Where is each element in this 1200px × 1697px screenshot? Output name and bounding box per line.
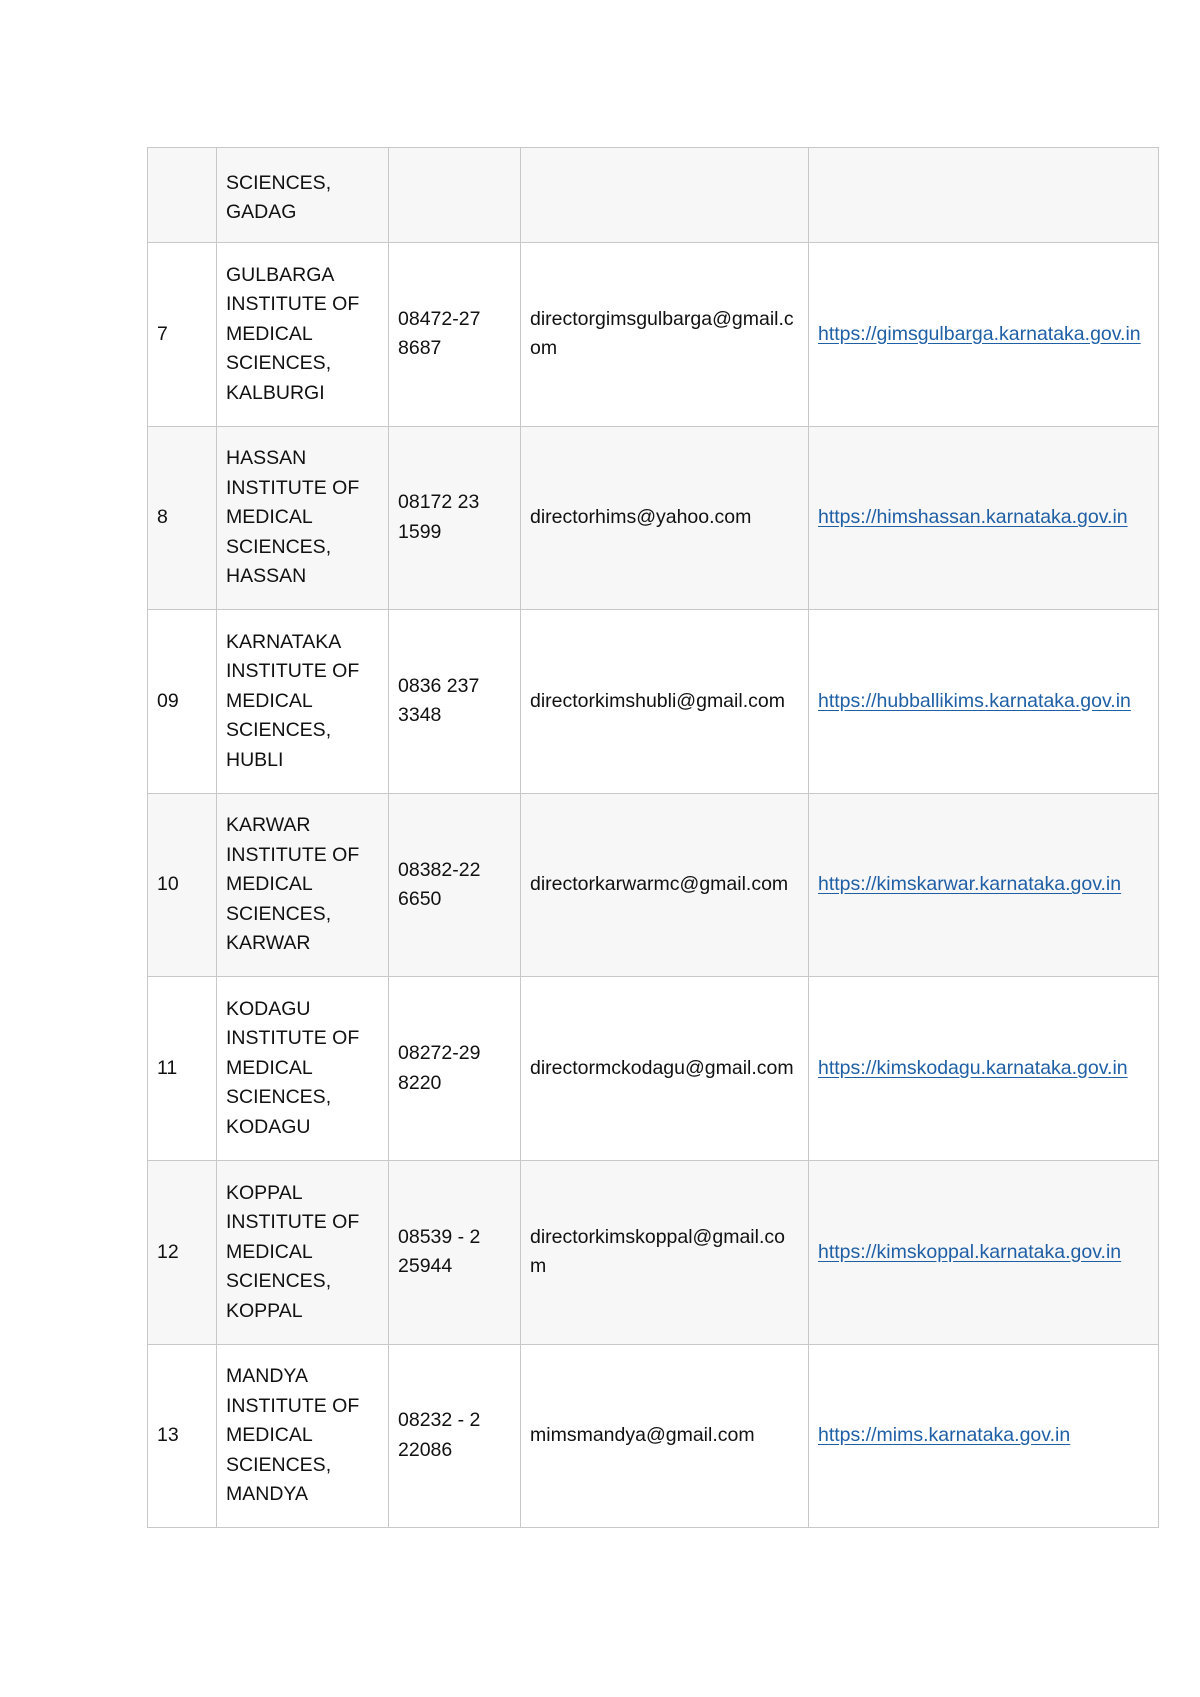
institute-name-line: SCIENCES, <box>226 1086 332 1109</box>
institute-name-cell <box>217 1344 389 1528</box>
institute-name-cell <box>217 793 389 977</box>
serial-number-cell: 8 <box>148 426 217 610</box>
institute-name-cell <box>217 426 389 610</box>
email-cell: mimsmandya@gmail.com <box>521 1344 809 1528</box>
serial-number-cell: 09 <box>148 610 217 794</box>
website-cell <box>809 148 1159 243</box>
phone-number: 0836 237 3348 <box>398 674 480 727</box>
institute-name-line: INSTITUTE OF <box>226 1394 360 1417</box>
email-cell: directorkimskoppal@gmail.com <box>521 1160 809 1344</box>
email-cell: directorkimshubli@gmail.com <box>521 610 809 794</box>
institute-name-line: KODAGU <box>226 997 311 1020</box>
institute-name-line: SCIENCES, <box>226 1453 332 1476</box>
institute-name-cell <box>217 243 389 427</box>
institute-name-line: INSTITUTE OF <box>226 476 360 499</box>
institute-name-line: SCIENCES, <box>226 719 332 742</box>
table-row <box>148 243 1159 427</box>
email-cell: directorhims@yahoo.com <box>521 426 809 610</box>
institute-name-line: GADAG <box>226 201 297 223</box>
institute-name-line: HUBLI <box>226 748 284 771</box>
medical-institutes-table <box>147 147 1159 1528</box>
table-row <box>148 1344 1159 1528</box>
institute-name-cell <box>217 610 389 794</box>
institute-name-line: MANDYA <box>226 1483 308 1506</box>
serial-number-cell: 7 <box>148 243 217 427</box>
table-row <box>148 977 1159 1161</box>
institute-name-line: SCIENCES, <box>226 1270 332 1293</box>
phone-cell <box>389 1344 521 1528</box>
website-cell <box>809 1160 1159 1344</box>
website-cell <box>809 793 1159 977</box>
website-link[interactable]: https://kimskoppal.karnataka.gov.in <box>818 1240 1122 1263</box>
phone-number: 08272-298220 <box>398 1042 481 1094</box>
email-cell: directorkarwarmc@gmail.com <box>521 793 809 977</box>
table-row <box>148 426 1159 610</box>
serial-number-cell: 11 <box>148 977 217 1161</box>
table-row <box>148 1160 1159 1344</box>
table-row <box>148 610 1159 794</box>
website-link[interactable]: https://hubballikims.karnataka.gov.in <box>818 689 1131 712</box>
phone-cell <box>389 426 521 610</box>
serial-number-cell: 13 <box>148 1344 217 1528</box>
phone-number: 08172 231599 <box>398 491 480 543</box>
institute-name-line: MEDICAL <box>226 506 313 529</box>
phone-cell <box>389 977 521 1161</box>
website-link[interactable]: https://kimskarwar.karnataka.gov.in <box>818 873 1122 896</box>
email-cell <box>521 148 809 243</box>
institute-name-cell <box>217 1160 389 1344</box>
institute-name-line: KOPPAL <box>226 1299 303 1322</box>
institute-name-line: INSTITUTE OF <box>226 843 360 866</box>
serial-number-cell: 12 <box>148 1160 217 1344</box>
phone-cell <box>389 148 521 243</box>
institute-name-line: MEDICAL <box>226 689 313 712</box>
serial-number-cell: 10 <box>148 793 217 977</box>
phone-number: 08232 - 222086 <box>398 1409 481 1461</box>
email-cell: directormckodagu@gmail.com <box>521 977 809 1161</box>
institute-name-line: KODAGU <box>226 1115 311 1138</box>
phone-cell <box>389 610 521 794</box>
website-cell <box>809 243 1159 427</box>
phone-number: 08539 - 225944 <box>398 1225 481 1278</box>
institute-name-cell <box>217 148 389 243</box>
institute-name-line: MEDICAL <box>226 322 313 345</box>
institute-name-line: MEDICAL <box>226 1240 313 1263</box>
website-link[interactable]: https://mims.karnataka.gov.in <box>818 1424 1071 1447</box>
institute-name-line: HASSAN <box>226 565 307 588</box>
institute-name-line: KARWAR <box>226 932 311 955</box>
institute-name-line: MEDICAL <box>226 873 313 896</box>
institute-name-line: SCIENCES, <box>226 902 332 925</box>
website-link[interactable]: https://gimsgulbarga.karnataka.gov.in <box>818 322 1141 345</box>
phone-cell <box>389 243 521 427</box>
phone-number: 08382-226650 <box>398 858 481 911</box>
table-row <box>148 793 1159 977</box>
institute-name-line: INSTITUTE OF <box>226 1027 360 1050</box>
institute-name-line: MEDICAL <box>226 1056 313 1079</box>
institute-name-line: SCIENCES, <box>226 535 332 558</box>
table-row-continued <box>148 148 1159 243</box>
institute-name-line: GULBARGA <box>226 263 335 286</box>
website-link[interactable]: https://kimskodagu.karnataka.gov.in <box>818 1056 1128 1079</box>
institute-name-line: KARWAR <box>226 814 311 837</box>
website-link[interactable]: https://himshassan.karnataka.gov.in <box>818 506 1128 529</box>
institute-name-line: INSTITUTE OF <box>226 660 360 683</box>
institute-name-line: HASSAN <box>226 447 307 470</box>
website-cell <box>809 426 1159 610</box>
serial-number-cell <box>148 148 217 243</box>
website-cell <box>809 610 1159 794</box>
institute-name-line: SCIENCES, <box>226 171 332 194</box>
institute-name-line: KARNATAKA <box>226 630 342 653</box>
phone-cell <box>389 793 521 977</box>
institute-name-line: MANDYA <box>226 1365 308 1388</box>
website-cell <box>809 977 1159 1161</box>
institute-name-line: MEDICAL <box>226 1424 313 1447</box>
institute-name-line: INSTITUTE OF <box>226 293 360 316</box>
institute-name-line: SCIENCES, <box>226 352 332 375</box>
phone-number: 08472-278687 <box>398 307 481 360</box>
phone-cell <box>389 1160 521 1344</box>
website-cell <box>809 1344 1159 1528</box>
institute-name-line: KOPPAL <box>226 1181 303 1204</box>
institute-name-line: KALBURGI <box>226 381 325 404</box>
institute-name-cell <box>217 977 389 1161</box>
institute-name-line: INSTITUTE OF <box>226 1211 360 1234</box>
table-body <box>148 148 1159 1528</box>
email-cell: directorgimsgulbarga@gmail.com <box>521 243 809 427</box>
